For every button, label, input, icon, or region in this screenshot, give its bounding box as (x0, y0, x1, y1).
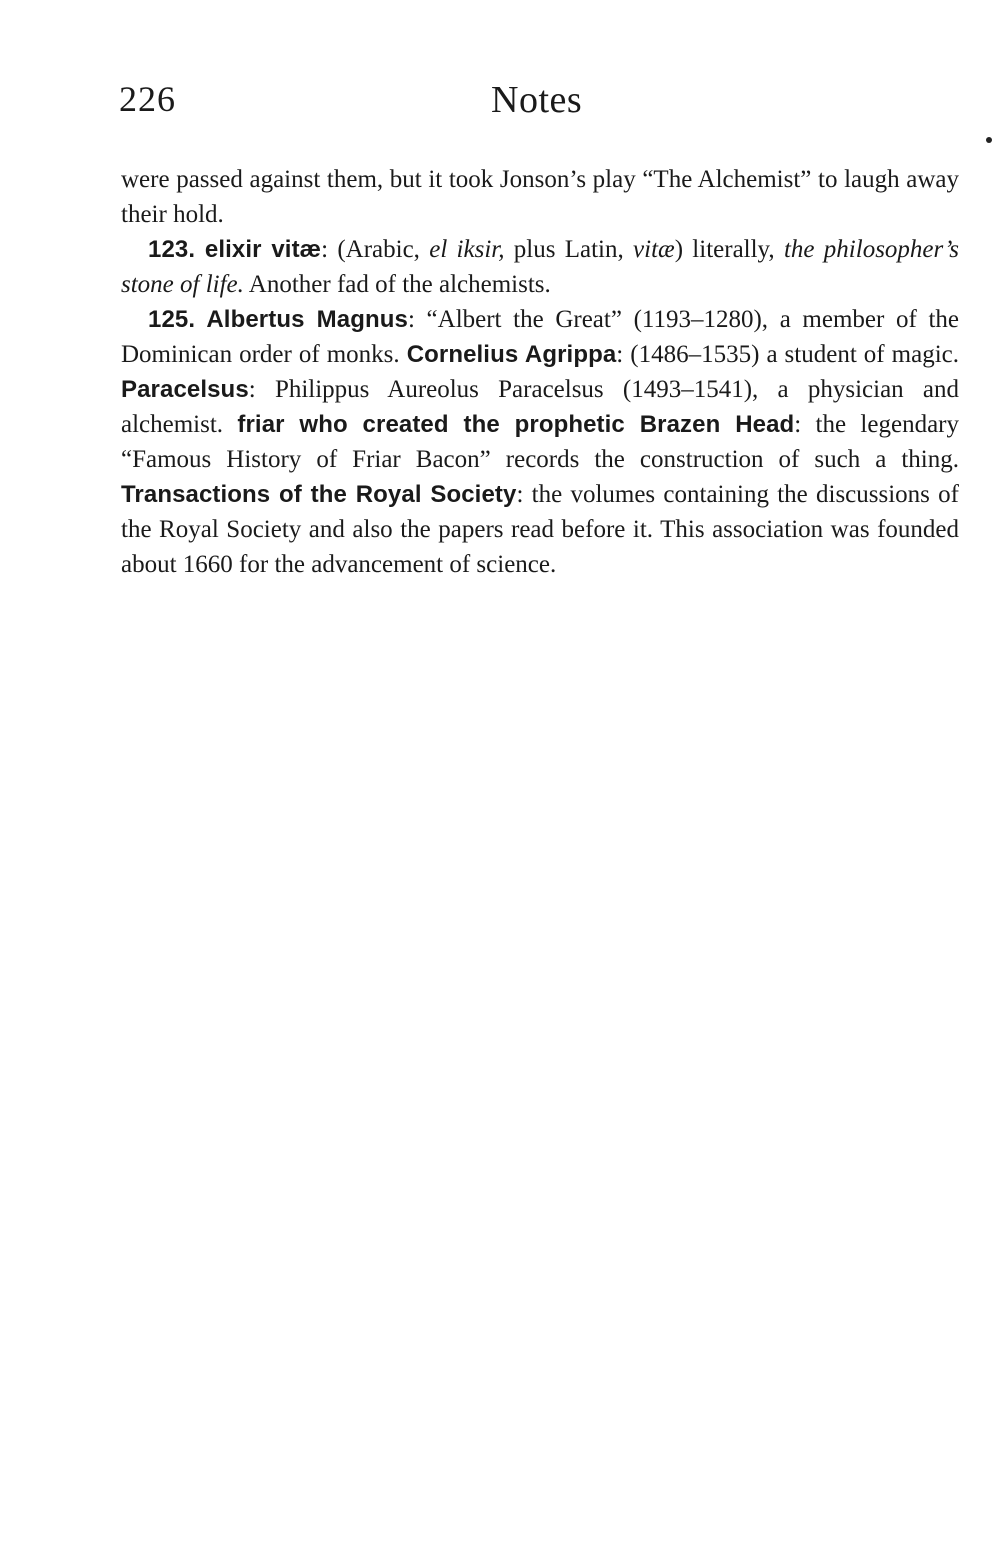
italic-term: el iksir, (429, 236, 505, 263)
note-123-paragraph (121, 232, 959, 302)
italic-term: the philosopher’s stone of life. (121, 236, 960, 298)
italic-term: vitæ (633, 236, 675, 263)
text-segment: : (Arabic, (321, 236, 430, 263)
headword-brazen-head: friar who created the prophetic Brazen Head (237, 411, 795, 438)
headword-royal-society: Transactions of the Royal Society (121, 481, 517, 508)
note-123-headword: 123. elixir vitæ (148, 236, 322, 263)
continuation-paragraph (121, 162, 959, 232)
page-number: 226 (119, 79, 176, 119)
text-segment: : “Albert the Great” (1193–1280), a member of the Dominican order of monks. (121, 306, 959, 368)
text-segment: ) literally, (674, 236, 784, 263)
text-segment: : the legendary “Famous History of Friar Bacon” records the construction of such a thing. (121, 411, 959, 473)
note-125-paragraph (121, 302, 959, 582)
text-segment: : the volumes containing the discussions of the Royal Society and also the papers read before it. This association was founded about 1660 for the advancement of science. (121, 481, 959, 578)
book-page (121, 0, 959, 1562)
notes-body (121, 162, 959, 582)
note-125-headword: 125. Albertus Magnus (148, 306, 408, 333)
scan-speck (986, 137, 992, 143)
text-segment: were passed against them, but it took Jonson’s play “The Alchemist” to laugh away their hold. (121, 166, 959, 228)
headword-cornelius-agrippa: Cornelius Agrippa (406, 341, 617, 368)
page-header (121, 78, 959, 128)
headword-paracelsus: Paracelsus (121, 376, 249, 403)
text-segment: : (1486–1535) a student of magic. (616, 341, 959, 368)
text-segment: plus Latin, (504, 236, 634, 263)
running-title: Notes (491, 79, 583, 121)
text-segment: : Philippus Aureolus Paracelsus (1493–1541), a physician and alchemist. (121, 376, 959, 438)
text-segment: Another fad of the alchemists. (243, 271, 551, 298)
